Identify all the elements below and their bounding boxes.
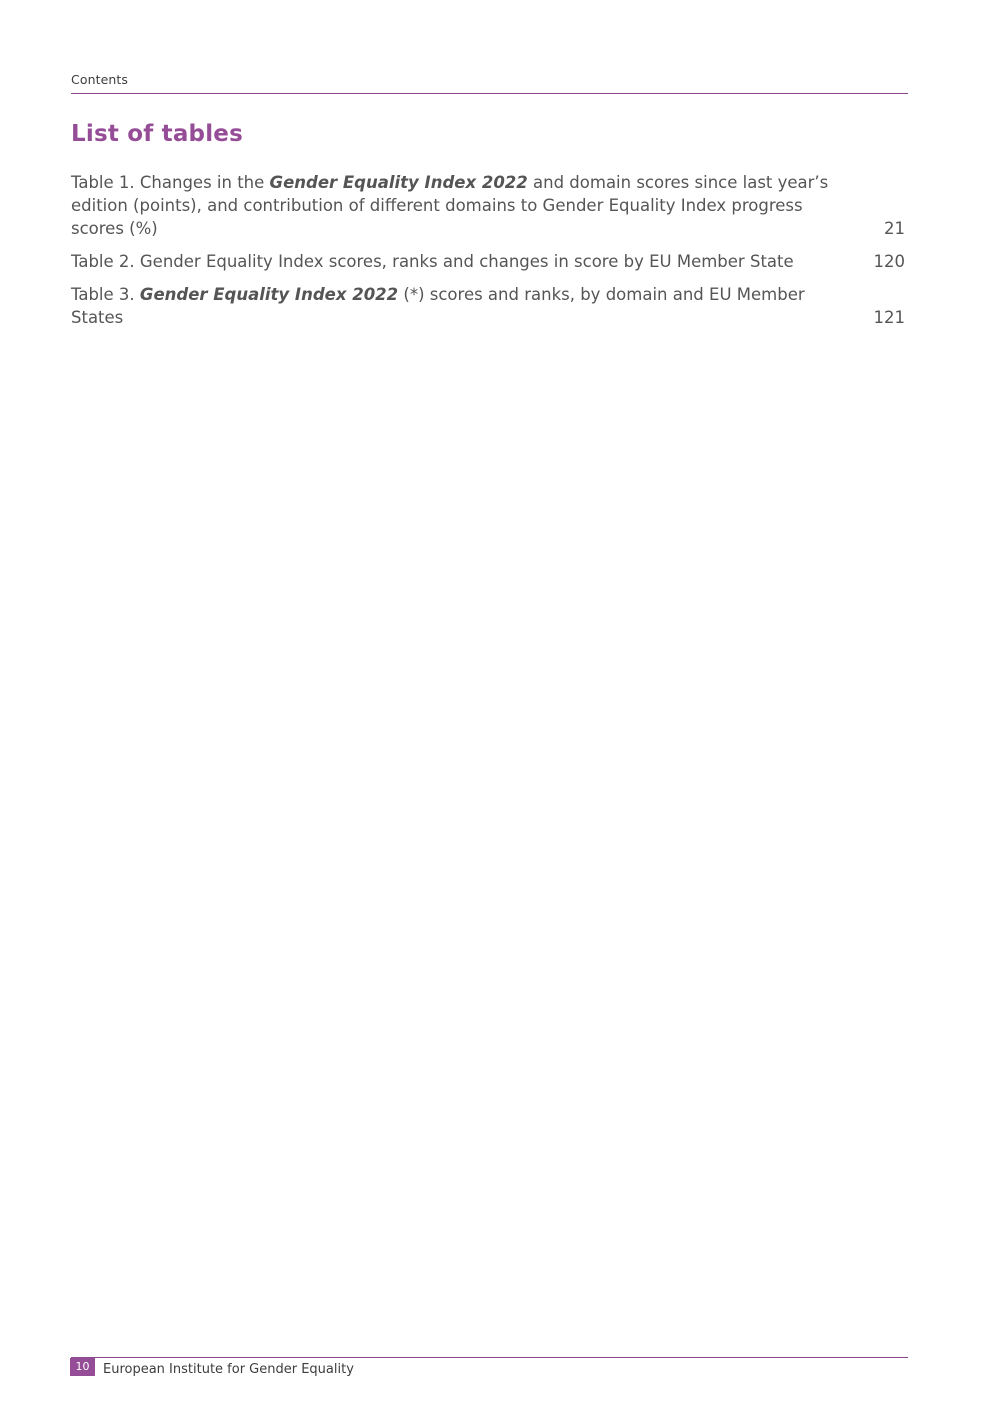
toc-entry-table-2[interactable]	[71, 250, 908, 273]
footer-divider	[71, 1357, 908, 1358]
page-number-badge: 10	[70, 1358, 95, 1376]
italic-title: Gender Equality Index 2022	[139, 285, 399, 304]
toc-page-number: 120	[873, 252, 905, 271]
footer-publisher: European Institute for Gender Equality	[103, 1362, 354, 1377]
running-header: Contents	[71, 72, 129, 87]
toc-entry-text: Table 3. Gender Equality Index 2022 (*) scores and ranks, by domain and EU Member States	[71, 285, 805, 327]
toc-page-number: 121	[873, 308, 905, 327]
page-title: List of tables	[71, 121, 243, 147]
italic-title: Gender Equality Index 2022	[269, 173, 528, 192]
toc-page-number: 21	[884, 219, 905, 238]
toc-entry-text: Table 1. Changes in the Gender Equality Index 2022 and domain scores since last year’s edition (points), and contribution of different domains to Gender Equality Index progress scores (%)	[71, 173, 829, 238]
header-divider	[71, 93, 908, 94]
toc-entry-table-3[interactable]	[71, 283, 908, 329]
toc-entry-table-1[interactable]	[71, 171, 908, 240]
toc-entry-text: Table 2. Gender Equality Index scores, ranks and changes in score by EU Member State	[71, 252, 794, 271]
list-of-tables	[71, 171, 908, 339]
